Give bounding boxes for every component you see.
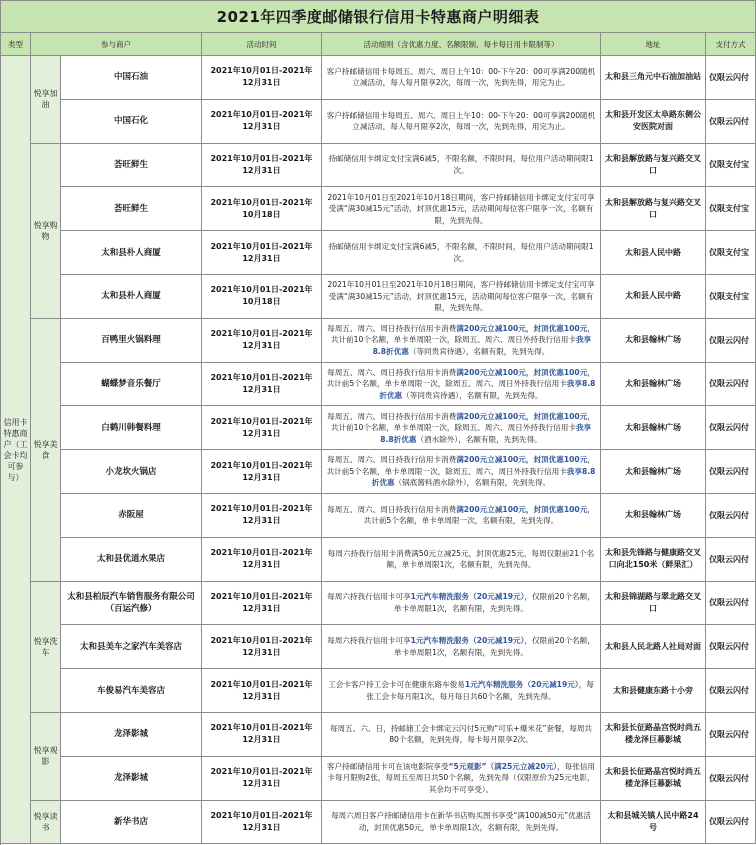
activity-details: [322, 450, 601, 494]
activity-details: [322, 319, 601, 363]
merchant-name: 蝴蝶梦音乐餐厅: [61, 363, 202, 407]
payment-method: 仅限云闪付: [706, 56, 756, 100]
activity-details-text: [326, 110, 596, 133]
subcategory-cell: [31, 582, 61, 713]
subcategory-label: 悦享购物: [33, 220, 58, 241]
details-text-segment: 客户持邮储信用卡可在该电影院享受: [326, 761, 449, 771]
table-title: [1, 1, 756, 33]
merchant-name: 太和县优道水果店: [61, 538, 202, 582]
details-text-segment: 每周五、周六、周日持我行信用卡消费: [327, 367, 457, 377]
details-text-segment: 每周五、六、日，持邮储工会卡绑定云闪付5元购“可乐+爆米花”套餐，每周共80个名额，先到先得，每卡每月限享2次。: [329, 723, 593, 745]
activity-details-text: [326, 153, 596, 176]
details-text-segment: 每周五、周六、周日持我行信用卡消费: [327, 504, 457, 514]
details-text-segment: （锅底酱料酒水除外），名额有限，先到先得。: [394, 478, 551, 488]
activity-details-text: [326, 635, 596, 658]
activity-details-text: [326, 723, 596, 746]
merchant-name: 太和县柏辰汽车销售服务有限公司（百运汽修）: [61, 582, 202, 626]
highlighted-offer-text: 我享8.8折优惠: [371, 466, 596, 488]
merchant-address: 太和县三角元中石油加油站: [601, 56, 706, 100]
activity-details-text: [326, 323, 596, 358]
header-type: 类型: [1, 33, 31, 56]
highlighted-offer-text: 满200元立减100元，封顶优惠100元: [456, 367, 588, 377]
details-text-segment: ，共计前5个名额，单卡单周限一次，除周五、周六、周日外持我行信用卡: [326, 455, 595, 476]
merchant-name: 太和县美车之家汽车美容店: [61, 625, 202, 669]
activity-period: 2021年10月01日-2021年12月31日: [202, 538, 322, 582]
payment-method: 仅限云闪付: [706, 100, 756, 144]
table-title-text: 2021年四季度邮储银行信用卡特惠商户明细表: [216, 8, 540, 26]
highlighted-offer-text: 满200元立减100元，封顶优惠100元: [456, 323, 588, 333]
merchant-address: 太和县翰林广场: [601, 363, 706, 407]
highlighted-offer-text: 满200元立减100元，封顶优惠100元: [456, 455, 588, 465]
merchant-address: 太和县先锋路与健康路交叉口向北150米（鲜果汇）: [601, 538, 706, 582]
activity-details-text: [326, 241, 596, 264]
merchant-name: 白鹤川韩餐料理: [61, 406, 202, 450]
payment-method: 仅限云闪付: [706, 319, 756, 363]
merchant-address: 太和县翰林广场: [601, 406, 706, 450]
details-text-segment: ，共计前10个名额，单卡单周限一次，除周五、周六、周日外持我行信用卡: [330, 323, 595, 345]
header-details: 活动细则（含优惠力度、名额限制、每卡每日用卡限制等）: [322, 33, 601, 56]
payment-method: 仅限支付宝: [706, 275, 756, 319]
header-time: 活动时间: [202, 33, 322, 56]
activity-period: 2021年10月01日-2021年12月31日: [202, 757, 322, 801]
activity-period: 2021年10月01日-2021年12月31日: [202, 625, 322, 669]
details-text-segment: ，共计前5个名额，单卡单周限一次，名额有限，先到先得。: [363, 504, 595, 526]
activity-details: [322, 582, 601, 626]
merchant-name: 中国石油: [61, 56, 202, 100]
subcategory-label: 悦享洗车: [33, 636, 58, 657]
activity-details-text: [326, 761, 596, 796]
activity-period: 2021年10月01日-2021年12月31日: [202, 100, 322, 144]
activity-details: [322, 625, 601, 669]
activity-details: [322, 144, 601, 188]
details-text-segment: 每周六持我行信用卡可享: [327, 592, 411, 602]
subcategory-cell: [31, 713, 61, 801]
details-text-segment: ，每张信用卡每月限购2张，每周五至周日共50个名额，先到先得（仅限原价为25元电影，其余均不可享受）。: [327, 761, 595, 794]
activity-period: 2021年10月01日-2021年12月31日: [202, 406, 322, 450]
payment-method: 仅限支付宝: [706, 144, 756, 188]
activity-details: [322, 757, 601, 801]
details-text-segment: 工会卡客户持工会卡可在健康东路车俊易: [328, 680, 465, 690]
activity-period: 2021年10月01日-2021年12月31日: [202, 713, 322, 757]
details-text-segment: ，仅限前20个名额，单卡单周限1次，名额有限，先到先得。: [394, 636, 595, 657]
merchant-name: 龙泽影城: [61, 757, 202, 801]
payment-method: 仅限云闪付: [706, 669, 756, 713]
activity-details-text: [326, 192, 596, 227]
payment-method: 仅限云闪付: [706, 625, 756, 669]
merchant-name: 龙泽影城: [61, 713, 202, 757]
activity-period: 2021年10月01日-2021年12月31日: [202, 56, 322, 100]
activity-details: [322, 538, 601, 582]
details-text-segment: 2021年10月01日至2021年10月18日期间，客户持邮储信用卡绑定支付宝可享受满“满30减15元”活动，封顶优惠15元，活动期间每位客户限享一次，名额有限，先到先得。: [327, 192, 595, 225]
highlighted-offer-text: “5元观影”（满25元立减20元）: [448, 761, 558, 771]
merchant-name: 中国石化: [61, 100, 202, 144]
merchant-name: 小龙坎火锅店: [61, 450, 202, 494]
merchant-address: 太和县翰林广场: [601, 319, 706, 363]
details-text-segment: 每周五、周六、周日持我行信用卡消费: [327, 411, 457, 421]
highlighted-offer-text: 我享8.8折优惠: [380, 423, 592, 444]
subcategory-label: 悦享美食: [33, 439, 58, 460]
merchant-address: 太和县解放路与复兴路交叉口: [601, 187, 706, 231]
details-text-segment: （酒水除外），名额有限，先到先得。: [416, 434, 542, 444]
subcategory-label: 悦享观影: [33, 746, 58, 767]
payment-method: 仅限云闪付: [706, 406, 756, 450]
merchant-address: 太和县健康东路十小旁: [601, 669, 706, 713]
activity-period: 2021年10月01日-2021年12月31日: [202, 801, 322, 845]
payment-method: 仅限云闪付: [706, 363, 756, 407]
details-text-segment: 2021年10月01日至2021年10月18日期间，客户持邮储信用卡绑定支付宝可享受满“满30减15元”活动，封顶优惠15元，活动期间每位客户限享一次，名额有限，先到先得。: [327, 280, 595, 313]
activity-period: 2021年10月01日-2021年12月31日: [202, 669, 322, 713]
payment-method: 仅限支付宝: [706, 187, 756, 231]
activity-details: [322, 275, 601, 319]
activity-details: [322, 187, 601, 231]
highlighted-offer-text: 满200元立减100元，封顶优惠100元: [456, 504, 588, 514]
activity-details: [322, 406, 601, 450]
merchant-name: 太和县朴人商厦: [61, 231, 202, 275]
merchant-address: 太和县人民中路: [601, 231, 706, 275]
details-text-segment: ，共计前5个名额，单卡单周限一次，除周五、周六、周日外持我行信用卡: [326, 367, 595, 389]
activity-period: 2021年10月01日-2021年12月31日: [202, 494, 322, 538]
activity-details-text: [326, 591, 596, 614]
activity-details-text: [326, 411, 596, 446]
subcategory-label: 悦享加油: [33, 89, 58, 110]
activity-period: 2021年10月01日-2021年10月18日: [202, 187, 322, 231]
activity-details-text: [326, 66, 596, 89]
subcategory-cell: [31, 144, 61, 319]
activity-details-text: [326, 504, 596, 527]
details-text-segment: 每周五、周六、周日持我行信用卡消费: [327, 323, 457, 333]
activity-period: 2021年10月01日-2021年12月31日: [202, 231, 322, 275]
merchant-address: 太和县长征路晶宫悦时尚五楼龙泽巨幕影城: [601, 713, 706, 757]
merchant-name: 赤阪屋: [61, 494, 202, 538]
highlighted-offer-text: 1元汽车精洗服务（20元减19元）: [410, 592, 525, 602]
category-label: 信用卡特惠商户（工会卡均可参与）: [3, 417, 28, 482]
payment-method: 仅限云闪付: [706, 713, 756, 757]
activity-details: [322, 100, 601, 144]
activity-details: [322, 56, 601, 100]
details-text-segment: 持邮储信用卡绑定支付宝满6减5，不限名额，不限时间，每位用户活动期间限1次。: [328, 154, 594, 175]
merchant-name: 车俊易汽车美容店: [61, 669, 202, 713]
highlighted-offer-text: 满200元立减100元，封顶优惠100元: [456, 411, 588, 421]
payment-method: 仅限云闪付: [706, 801, 756, 845]
merchant-address: 太和县人民中路: [601, 275, 706, 319]
subcategory-label: 悦享读书: [33, 811, 58, 832]
merchant-name: 荟旺鲜生: [61, 187, 202, 231]
payment-method: 仅限云闪付: [706, 757, 756, 801]
merchant-name: 新华书店: [61, 801, 202, 845]
activity-details: [322, 494, 601, 538]
subcategory-cell: [31, 801, 61, 845]
activity-details-text: [326, 454, 596, 489]
merchant-name: 百鸭里火锅料理: [61, 319, 202, 363]
activity-details-text: [326, 810, 596, 833]
activity-details: [322, 801, 601, 845]
details-text-segment: 每周六持我行信用卡可享: [327, 636, 411, 646]
header-address: 地址: [601, 33, 706, 56]
details-text-segment: 每周五、周六、周日持我行信用卡消费: [327, 455, 457, 465]
merchant-address: 太和县解放路与复兴路交叉口: [601, 144, 706, 188]
details-text-segment: 每周六持我行信用卡消费满50元立减25元，封顶优惠25元，每周仅限前21个名额，单卡单周限1次，名额有限，先到先得。: [327, 548, 595, 570]
activity-period: 2021年10月01日-2021年12月31日: [202, 319, 322, 363]
subcategory-cell: [31, 56, 61, 144]
header-merchant: 参与商户: [31, 33, 202, 56]
details-text-segment: （等同贵宾待遇），名额有限，先到先得。: [402, 390, 543, 400]
merchant-address: 太和县城关镇人民中路24号: [601, 801, 706, 845]
highlighted-offer-text: 1元汽车精洗服务（20元减19元）: [410, 636, 525, 646]
activity-details: [322, 669, 601, 713]
details-text-segment: 客户持邮储信用卡每周五、周六、周日上午10：00-下午20：00可享满200随机立减活动，每人每月限享2次，每周一次，先到先得，用完为止。: [326, 110, 596, 132]
activity-period: 2021年10月01日-2021年12月31日: [202, 363, 322, 407]
merchant-address: 太和县长征路晶宫悦时尚五楼龙泽巨幕影城: [601, 757, 706, 801]
activity-details-text: [326, 279, 596, 314]
details-text-segment: ，共计前10个名额，单卡单周限一次，除周五、周六、周日外持我行信用卡: [330, 411, 595, 433]
details-text-segment: 持邮储信用卡绑定支付宝满6减5，不限名额，不限时间，每位用户活动期间限1次。: [328, 242, 594, 263]
details-text-segment: 每周六周日客户持邮储信用卡在新华书店购买图书享受“满100减50元”优惠活动，封顶优惠50元，单卡单周限1次，名额有限，先到先得。: [331, 811, 591, 832]
details-text-segment: 客户持邮储信用卡每周五、周六、周日上午10：00-下午20：00可享满200随机立减活动，每人每月限享2次，每周一次，先到先得，用完为止。: [326, 66, 596, 88]
merchant-address: 太和县翰林广场: [601, 450, 706, 494]
activity-period: 2021年10月01日-2021年12月31日: [202, 582, 322, 626]
header-payment: 支付方式: [706, 33, 756, 56]
payment-method: 仅限云闪付: [706, 450, 756, 494]
activity-details-text: [326, 367, 596, 402]
highlighted-offer-text: 我享8.8折优惠: [372, 335, 592, 356]
details-text-segment: ，仅限前20个名额，单卡单周限1次，名额有限，先到先得。: [394, 592, 595, 613]
details-text-segment: （等同贵宾待遇），名额有限，先到先得。: [408, 346, 550, 356]
activity-details: [322, 713, 601, 757]
activity-period: 2021年10月01日-2021年12月31日: [202, 144, 322, 188]
payment-method: 仅限云闪付: [706, 538, 756, 582]
highlighted-offer-text: 我享8.8折优惠: [379, 379, 596, 400]
merchant-address: 太和县锦湖路与翠北路交叉口: [601, 582, 706, 626]
merchant-name: 太和县朴人商厦: [61, 275, 202, 319]
payment-method: 仅限支付宝: [706, 231, 756, 275]
merchant-address: 太和县翰林广场: [601, 494, 706, 538]
activity-details-text: [326, 679, 596, 702]
activity-details: [322, 231, 601, 275]
activity-period: 2021年10月01日-2021年12月31日: [202, 450, 322, 494]
activity-period: 2021年10月01日-2021年10月18日: [202, 275, 322, 319]
activity-details-text: [326, 548, 596, 571]
payment-method: 仅限云闪付: [706, 494, 756, 538]
subcategory-cell: [31, 319, 61, 582]
merchant-address: 太和县开发区太阜路东侧公安医院对面: [601, 100, 706, 144]
highlighted-offer-text: 1元汽车精洗服务（20元减19元）: [464, 680, 579, 690]
category-cell: [1, 56, 31, 844]
merchant-name: 荟旺鲜生: [61, 144, 202, 188]
activity-details: [322, 363, 601, 407]
details-text-segment: ，每张工会卡每月限1次，每月每日共60个名额，先到先得。: [366, 680, 594, 701]
merchant-address: 太和县人民北路人社局对面: [601, 625, 706, 669]
payment-method: 仅限云闪付: [706, 582, 756, 626]
